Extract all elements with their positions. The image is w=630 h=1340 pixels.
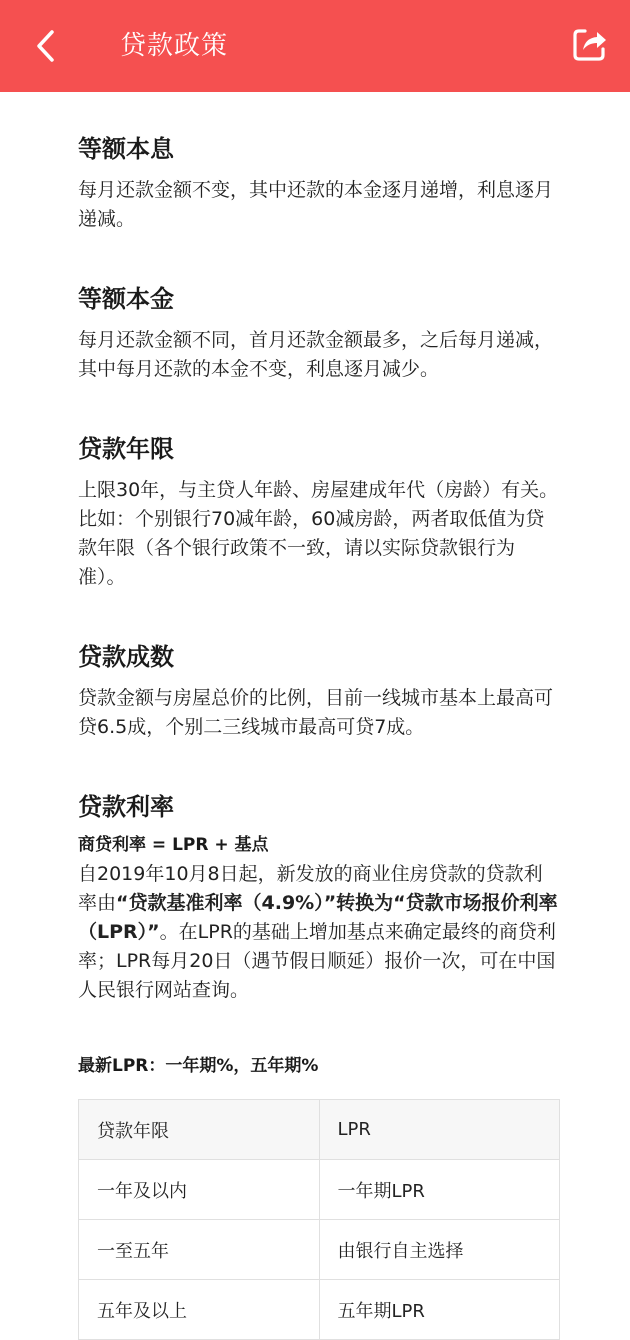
- lpr-table: [78, 1099, 560, 1340]
- section-body: 贷款金额与房屋总价的比例，目前一线城市基本上最高可贷6.5成，个别二三线城市最高可贷7成。: [78, 687, 554, 738]
- chevron-left-icon: [28, 22, 68, 70]
- rate-text-detail: 。在LPR的基础上增加基点来确定最终的商贷利率；LPR每月20日（遇节假日顺延）报价一次，可在中国人民银行网站查询。: [78, 921, 556, 1001]
- table-cell: 一年期LPR: [319, 1160, 560, 1220]
- policy-content: [78, 92, 560, 1340]
- table-row: [79, 1280, 560, 1340]
- app-header: [0, 0, 630, 92]
- section-body: 每月还款金额不变，其中还款的本金逐月递增，利息逐月递减。: [78, 179, 554, 230]
- section-loan-rate: [78, 790, 560, 1005]
- table-cell: 一年及以内: [79, 1160, 320, 1220]
- section-body: 上限30年，与主贷人年龄、房屋建成年代（房龄）有关。比如：个别银行70减年龄，60减房龄，两者取低值为贷款年限（各个银行政策不一致，请以实际贷款银行为准）。: [78, 479, 559, 588]
- table-header-row: [79, 1100, 560, 1160]
- section-loan-term: [78, 432, 560, 592]
- table-header-cell: LPR: [319, 1100, 560, 1160]
- section-latest-lpr: [78, 1053, 560, 1340]
- section-body: 每月还款金额不同，首月还款金额最多，之后每月递减，其中每月还款的本金不变，利息逐月减少。: [78, 329, 554, 380]
- share-icon: [570, 24, 610, 64]
- rate-formula: 商贷利率 = LPR + 基点: [78, 835, 269, 855]
- share-button[interactable]: [570, 24, 610, 64]
- section-title: 贷款利率: [78, 793, 174, 821]
- section-title: 贷款成数: [78, 643, 174, 671]
- section-title: 等额本息: [78, 135, 174, 163]
- table-cell: 一至五年: [79, 1220, 320, 1280]
- rate-text-intro: 自2019年10月8日起，新发放的商业住房贷款的贷款利率由: [78, 863, 543, 914]
- table-cell: 五年期LPR: [319, 1280, 560, 1340]
- table-row: [79, 1160, 560, 1220]
- rate-description: [78, 860, 560, 1005]
- page-title: 贷款政策: [120, 31, 229, 61]
- section-title: 等额本金: [78, 285, 174, 313]
- section-equal-principal: [78, 282, 560, 384]
- table-row: [79, 1220, 560, 1280]
- table-cell: 五年及以上: [79, 1280, 320, 1340]
- section-loan-ratio: [78, 640, 560, 742]
- rate-text-highlight: “贷款基准利率（4.9%）”转换为“贷款市场报价利率（LPR）”: [78, 892, 558, 943]
- section-title: 贷款年限: [78, 435, 174, 463]
- table-header-cell: 贷款年限: [79, 1100, 320, 1160]
- section-equal-installment: [78, 132, 560, 234]
- lpr-heading: 最新LPR：一年期%，五年期%: [78, 1056, 319, 1076]
- table-cell: 由银行自主选择: [319, 1220, 560, 1280]
- back-button[interactable]: [28, 22, 68, 70]
